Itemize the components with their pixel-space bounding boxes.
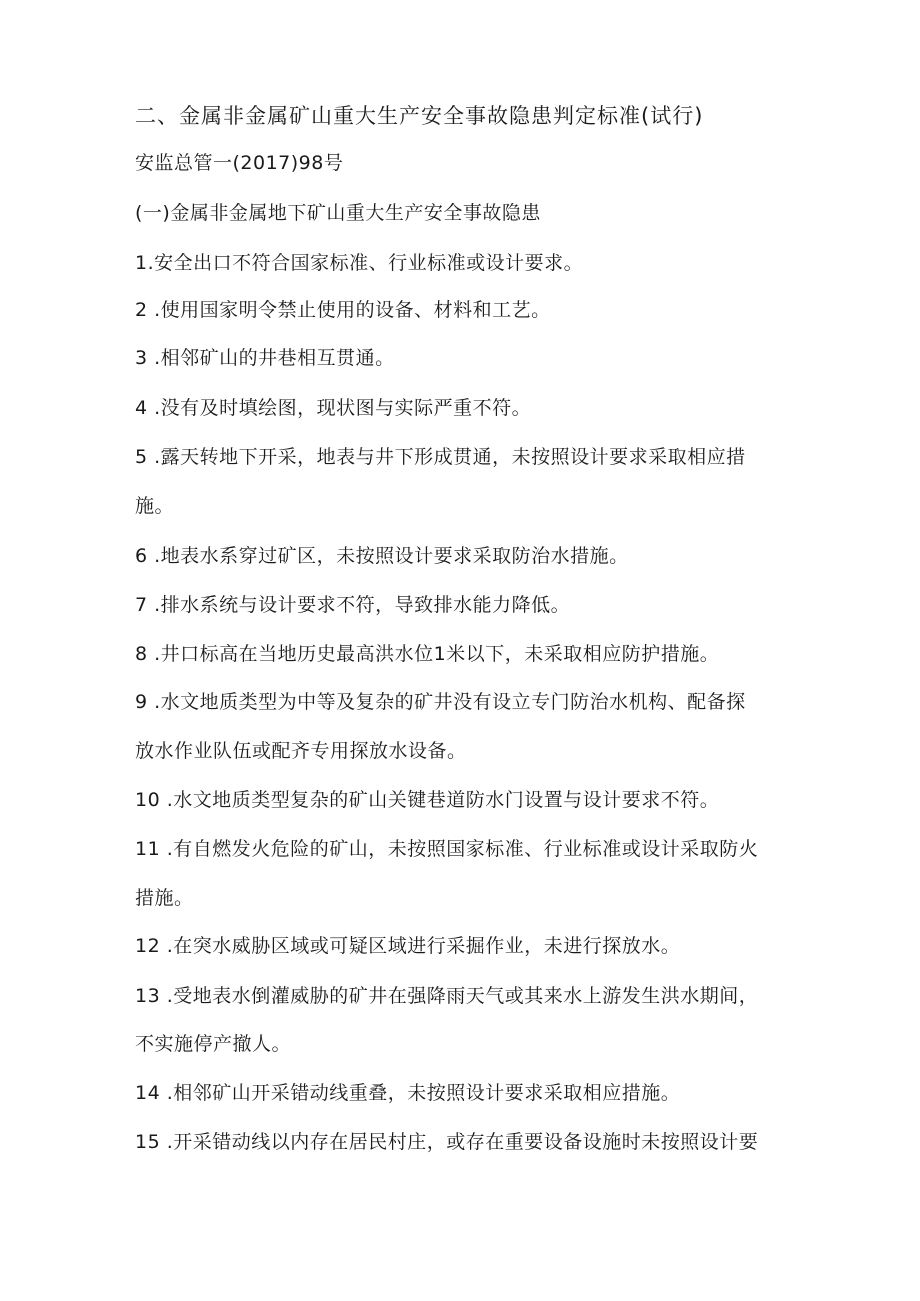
list-item: 12 .在突水威胁区域或可疑区域进行采掘作业，未进行探放水。	[135, 935, 681, 957]
list-item: 7 .排水系统与设计要求不符，导致排水能力降低。	[135, 594, 571, 616]
list-item: 3 .相邻矿山的井巷相互贯通。	[135, 347, 395, 369]
document-number: 安监总管一(2017)98号	[135, 152, 344, 174]
list-item-continuation: 放水作业队伍或配齐专用探放水设备。	[135, 740, 467, 762]
list-item: 1.安全出口不符合国家标准、行业标准或设计要求。	[135, 252, 584, 274]
list-item: 4 .没有及时填绘图，现状图与实际严重不符。	[135, 397, 532, 419]
list-item-continuation: 不实施停产撤人。	[135, 1033, 292, 1055]
list-item-continuation: 措施。	[135, 887, 194, 909]
list-item: 15 .开采错动线以内存在居民村庄，或存在重要设备设施时未按照设计要	[135, 1131, 759, 1153]
list-item: 11 .有自燃发火危险的矿山，未按照国家标准、行业标准或设计采取防火	[135, 838, 759, 860]
list-item: 10 .水文地质类型复杂的矿山关键巷道防水门设置与设计要求不符。	[135, 789, 720, 811]
list-item: 13 .受地表水倒灌威胁的矿井在强降雨天气或其来水上游发生洪水期间，	[135, 985, 759, 1007]
list-item: 14 .相邻矿山开采错动线重叠，未按照设计要求采取相应措施。	[135, 1082, 681, 1104]
list-item: 9 .水文地质类型为中等及复杂的矿井没有设立专门防治水机构、配备探	[135, 691, 746, 713]
document-title: 二、金属非金属矿山重大生产安全事故隐患判定标准(试行)	[135, 104, 704, 128]
section-heading: (一)金属非金属地下矿山重大生产安全事故隐患	[135, 202, 541, 224]
list-item: 2 .使用国家明令禁止使用的设备、材料和工艺。	[135, 299, 551, 321]
list-item: 5 .露天转地下开采，地表与井下形成贯通，未按照设计要求采取相应措	[135, 446, 746, 468]
list-item: 8 .井口标高在当地历史最高洪水位1米以下，未采取相应防护措施。	[135, 643, 720, 665]
list-item: 6 .地表水系穿过矿区，未按照设计要求采取防治水措施。	[135, 545, 629, 567]
list-item-continuation: 施。	[135, 495, 175, 517]
